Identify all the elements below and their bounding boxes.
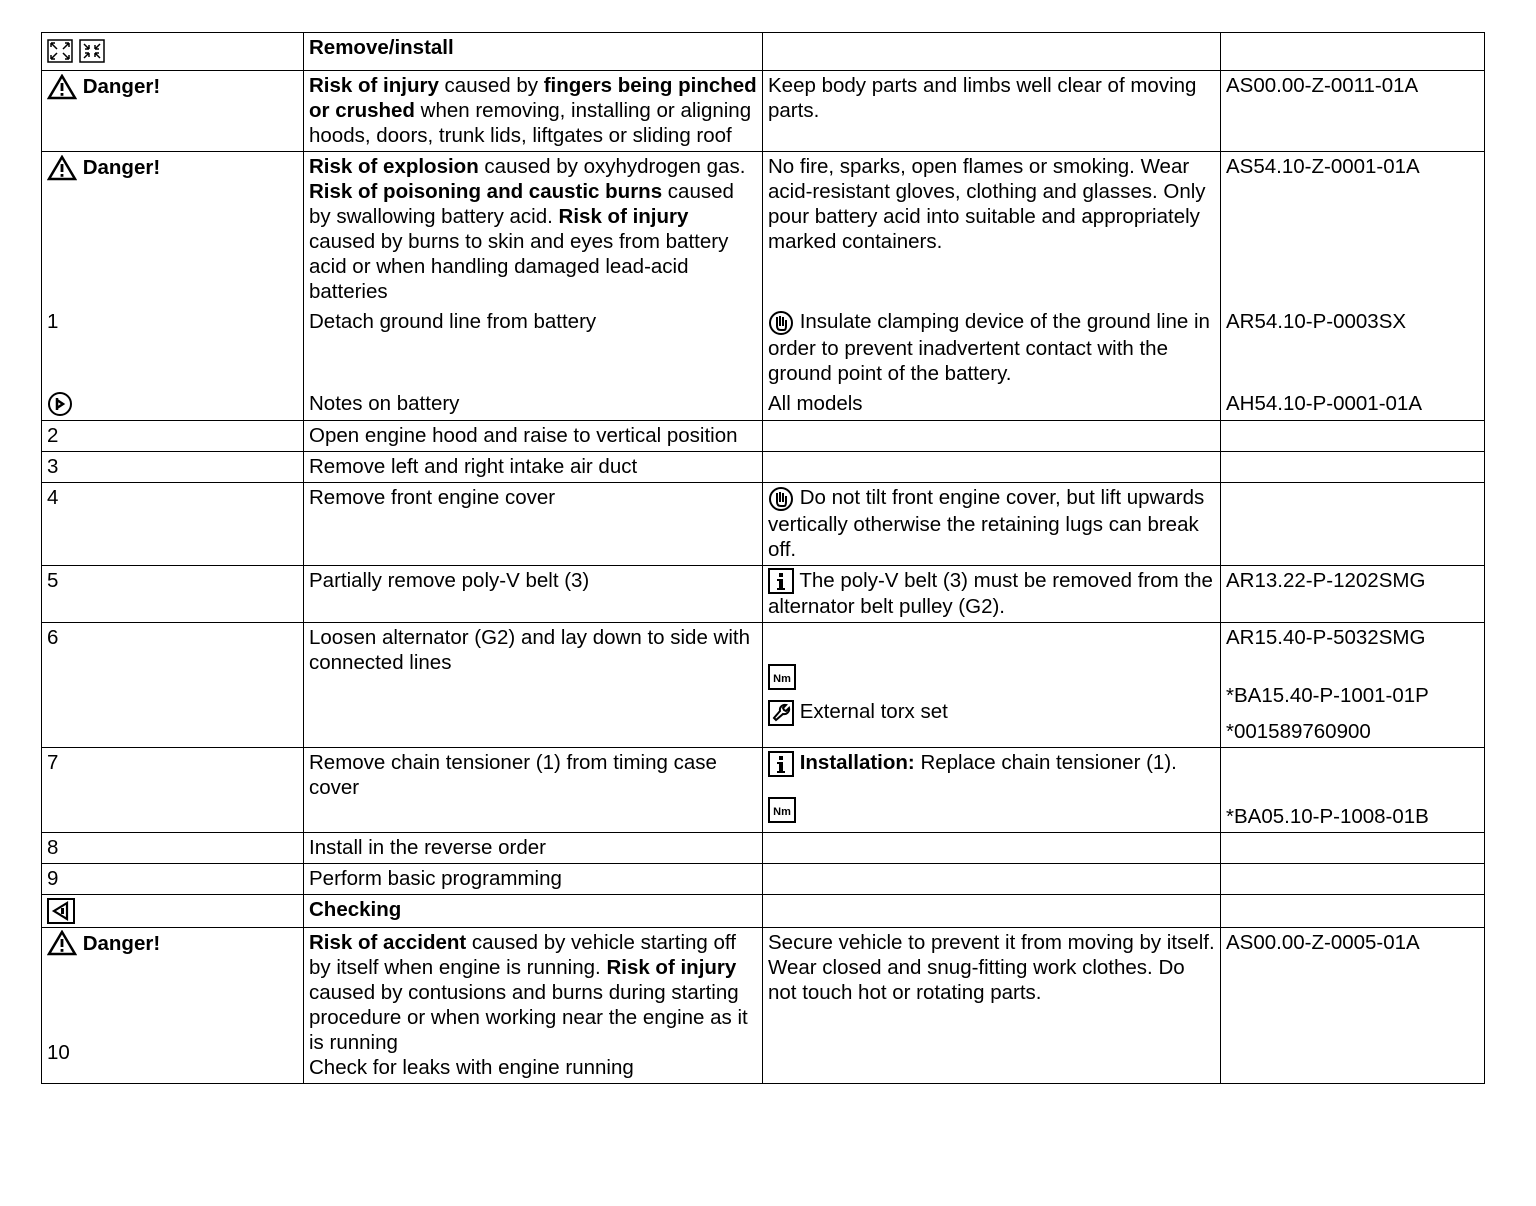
reference-links [1221, 748, 1485, 833]
section-header-row [42, 33, 1485, 71]
reference-link[interactable]: AS54.10-Z-0001-01A [1221, 152, 1485, 308]
step-row-9 [42, 864, 1485, 895]
torque-nm-icon [768, 797, 796, 823]
wrench-tool-icon [768, 700, 794, 726]
reference-link[interactable]: AR15.40-P-5032SMG [1226, 626, 1426, 650]
step-row-7 [42, 748, 1485, 833]
step-row-notes-battery [42, 389, 1485, 421]
step-row-8 [42, 833, 1485, 864]
step-text: Check for leaks with engine running [309, 1055, 634, 1079]
svg-text:Nm: Nm [773, 806, 791, 819]
reference-link[interactable]: AR13.22-P-1202SMG [1221, 565, 1485, 623]
step-text: Partially remove poly-V belt (3) [304, 565, 763, 623]
step-number: 5 [42, 565, 304, 623]
info-icon [768, 751, 794, 777]
info-icon [768, 568, 794, 594]
step-number: 3 [42, 452, 304, 483]
step-note: The poly-V belt (3) must be removed from the alternator belt pulley (G2). [763, 565, 1221, 623]
reference-link[interactable]: AS00.00-Z-0011-01A [1221, 71, 1485, 152]
section-title: Checking [304, 895, 763, 928]
danger-description: Risk of accident caused by vehicle starting off by itself when engine is running. Risk of injury caused by contusions and burns during starting procedure or when working near the engine as it is running Check for leaks with engine running [304, 927, 763, 1083]
procedure-table [41, 32, 1485, 1084]
step-text: Open engine hood and raise to vertical position [304, 421, 763, 452]
reference-link[interactable]: AS00.00-Z-0005-01A [1221, 927, 1485, 1083]
reference-link[interactable]: AH54.10-P-0001-01A [1221, 389, 1485, 421]
step-text: Remove left and right intake air duct [304, 452, 763, 483]
torque-nm-icon [768, 664, 796, 690]
collapse-arrows-icon [79, 39, 105, 63]
step-number: 4 [42, 483, 304, 566]
step-note: Do not tilt front engine cover, but lift upwards vertically otherwise the retaining lugs can break off. [763, 483, 1221, 566]
step-text: Install in the reverse order [304, 833, 763, 864]
step-row-2 [42, 421, 1485, 452]
reference-links [1221, 623, 1485, 748]
danger-row-explosion [42, 152, 1485, 308]
reference-link[interactable]: *001589760900 [1226, 720, 1371, 744]
reference-link[interactable]: *BA05.10-P-1008-01B [1226, 805, 1429, 829]
step-text: Remove front engine cover [304, 483, 763, 566]
warning-triangle-icon [47, 74, 77, 100]
step-number: 10 [47, 1041, 70, 1065]
step-text: Perform basic programming [304, 864, 763, 895]
danger-action: Keep body parts and limbs well clear of moving parts. [763, 71, 1221, 152]
warning-triangle-icon [47, 155, 77, 181]
step-row-5 [42, 565, 1485, 623]
step-text: Detach ground line from battery [304, 307, 763, 389]
expand-arrows-icon [47, 39, 73, 63]
step-text: Remove chain tensioner (1) from timing case cover [304, 748, 763, 833]
danger-row-accident [42, 927, 1485, 1083]
step-number: 1 [42, 307, 304, 389]
step-row-3 [42, 452, 1485, 483]
reference-link[interactable]: *BA15.40-P-1001-01P [1226, 684, 1429, 708]
step-note: Insulate clamping device of the ground line in order to prevent inadvertent contact with the ground point of the battery. [763, 307, 1221, 389]
step-row-6 [42, 623, 1485, 748]
danger-row-injury [42, 71, 1485, 152]
procedure-document [41, 32, 1484, 1084]
step-number: 8 [42, 833, 304, 864]
step-note: All models [763, 389, 1221, 421]
section-title: Remove/install [304, 33, 763, 71]
note-arrow-icon [47, 391, 73, 417]
caution-hand-icon [768, 486, 794, 512]
step-number: 9 [42, 864, 304, 895]
step-number: 2 [42, 421, 304, 452]
svg-text:Nm: Nm [773, 672, 791, 685]
reference-link[interactable]: AR54.10-P-0003SX [1221, 307, 1485, 389]
danger-description: Risk of injury caused by fingers being pinched or crushed when removing, installing or aligning hoods, doors, trunk lids, liftgates or sliding roof [304, 71, 763, 152]
danger-label: Danger! [82, 931, 161, 955]
danger-description: Risk of explosion caused by oxyhydrogen gas. Risk of poisoning and caustic burns caused by swallowing battery acid. Risk of injury caused by burns to skin and eyes from battery acid or when handling damaged lead-acid batteries [304, 152, 763, 308]
step-text: Loosen alternator (G2) and lay down to side with connected lines [304, 623, 763, 748]
step-row-1 [42, 307, 1485, 389]
step-number: 7 [42, 748, 304, 833]
step-row-4 [42, 483, 1485, 566]
section-header-row [42, 895, 1485, 928]
caution-hand-icon [768, 310, 794, 336]
danger-label: Danger! [82, 156, 161, 180]
danger-action: Secure vehicle to prevent it from moving by itself. Wear closed and snug-fitting work clothes. Do not touch hot or rotating parts. [763, 927, 1221, 1083]
danger-action: No fire, sparks, open flames or smoking. Wear acid-resistant gloves, clothing and glasses. Only pour battery acid into suitable and appropriately marked containers. [763, 152, 1221, 308]
checking-arrow-icon [47, 898, 75, 924]
warning-triangle-icon [47, 930, 77, 956]
step-note: Nm External torx set [763, 623, 1221, 748]
step-number: 6 [42, 623, 304, 748]
danger-label: Danger! [82, 75, 161, 99]
step-text: Notes on battery [304, 389, 763, 421]
step-note: Installation: Replace chain tensioner (1). Nm [763, 748, 1221, 833]
